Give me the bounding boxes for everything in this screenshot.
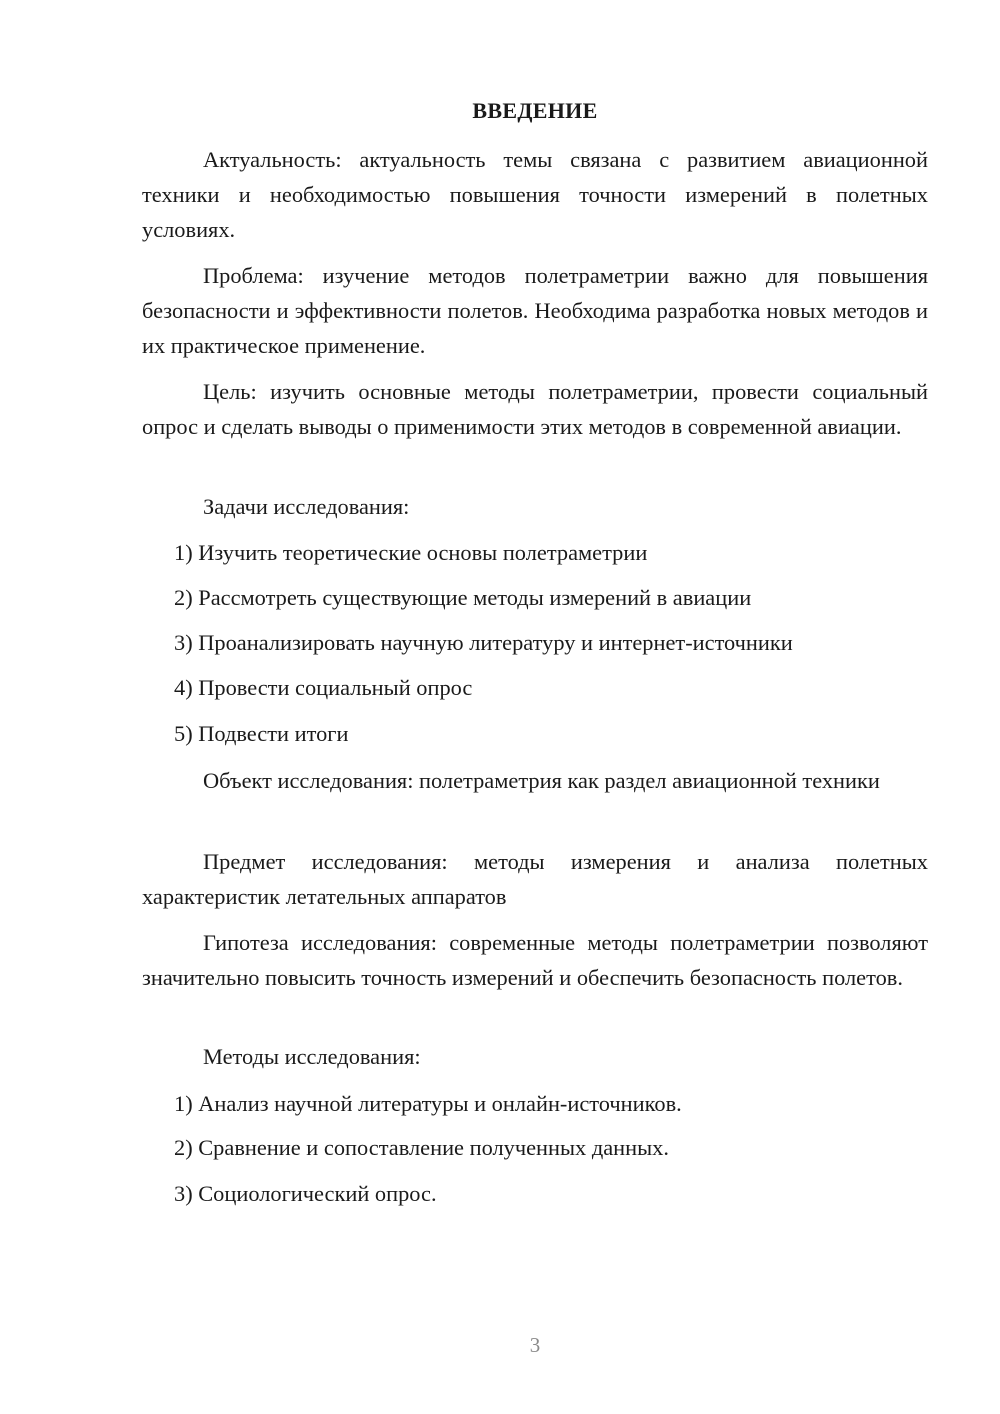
goal-paragraph: Цель: изучить основные методы полетраметрии, провести социальный опрос и сделать выводы о применимости этих методов в современной авиации.	[142, 379, 928, 439]
relevance-paragraph: Актуальность: актуальность темы связана с развитием авиационной техники и необходимостью повышения точности измерений в полетных условиях.	[142, 147, 928, 242]
task-item: 4) Провести социальный опрос	[174, 675, 473, 700]
task-item: 1) Изучить теоретические основы полетраметрии	[174, 540, 648, 565]
object-paragraph: Объект исследования: полетраметрия как раздел авиационной техники	[203, 768, 880, 793]
task-item: 5) Подвести итоги	[174, 721, 349, 746]
page-number: 3	[529, 1333, 541, 1357]
task-item: 2) Рассмотреть существующие методы измерений в авиации	[174, 585, 752, 610]
subject-paragraph: Предмет исследования: методы измерения и анализа полетных характеристик летательных аппаратов	[142, 849, 928, 909]
hypothesis-paragraph: Гипотеза исследования: современные методы полетраметрии позволяют значительно повысить точность измерений и обеспечить безопасность полетов.	[142, 930, 928, 990]
methods-heading: Методы исследования:	[203, 1044, 421, 1069]
problem-paragraph: Проблема: изучение методов полетраметрии важно для повышения безопасности и эффективности полетов. Необходима разработка новых методов и их практическое применение.	[142, 263, 928, 358]
tasks-heading: Задачи исследования:	[203, 494, 410, 519]
task-item: 3) Проанализировать научную литературу и интернет-источники	[174, 630, 793, 655]
page-title: ВВЕДЕНИЕ	[472, 98, 598, 123]
method-item: 1) Анализ научной литературы и онлайн-источников.	[174, 1091, 682, 1116]
method-item: 3) Социологический опрос.	[174, 1181, 437, 1206]
method-item: 2) Сравнение и сопоставление полученных данных.	[174, 1135, 669, 1160]
